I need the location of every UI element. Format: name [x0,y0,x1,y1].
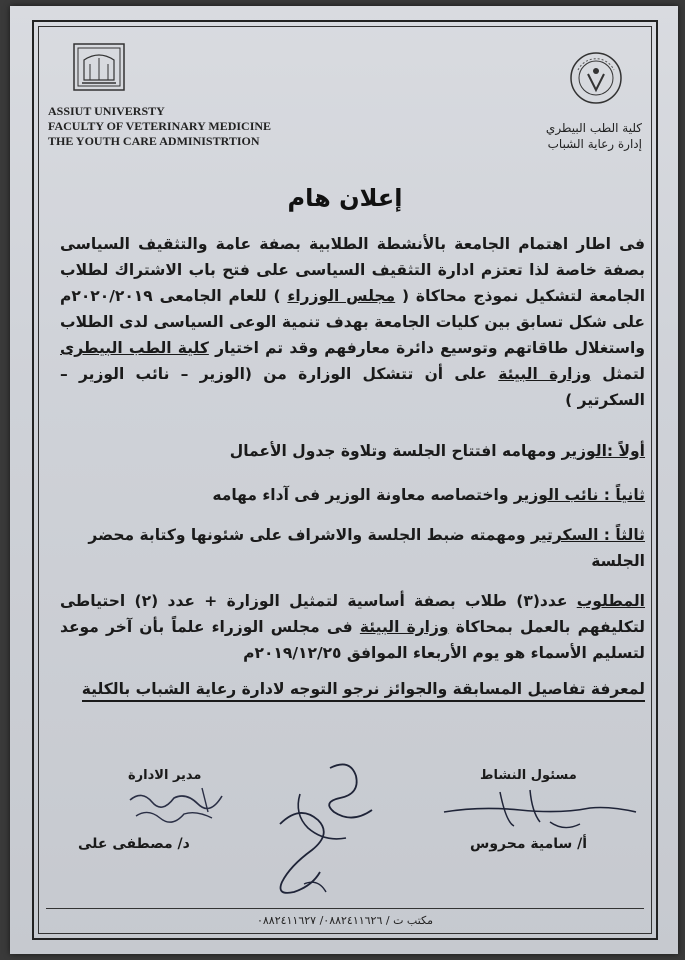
activity-officer-handwritten-signature [440,782,640,838]
arabic-letterhead [470,120,642,152]
list-item [60,482,645,508]
requirement-label: المطلوب [576,592,645,610]
arabic-letterhead-line: كلية الطب البيطري [545,121,642,135]
intro-paragraph [60,231,645,413]
closing-text: لمعرفة تفاصيل المسابقة والجوائز نرجو التوجه لادارة رعاية الشباب بالكلية [82,680,645,702]
faculty-seal-icon [568,50,624,106]
assiut-university-emblem-icon [72,42,126,92]
activity-officer-title: مسئول النشاط [480,768,577,783]
council-name: مجلس الوزراء [287,287,396,305]
ministry-name: وزارة البيئة [498,365,592,383]
ministry-name: وزارة البيئة [359,618,449,636]
requirement-text: فى مجلس الوزراء علماً بأن آخر موعد لتسليم الأسماء هو يوم الأربعاء الموافق ٢٠١٩/١٢/٢٥م [60,618,645,662]
closing-note [60,680,645,698]
list-item [60,438,645,464]
english-letterhead [48,104,338,149]
faculty-name: كلية الطب البيطرى [60,339,209,357]
item-text: ومهمته ضبط الجلسة والاشراف على شئونها وكتابة محضر الجلسة [88,526,645,570]
manager-name: د/ مصطفى على [78,836,190,852]
requirement-paragraph [60,588,645,666]
intro-text: على أن تتشكل الوزارة من (الوزير – نائب الوزير – السكرتير ) [60,365,645,409]
document-page [10,6,678,954]
footer-divider [46,908,644,909]
english-letterhead-line: THE YOUTH CARE ADMINISTRTION [48,134,260,148]
item-label: أولاً :الوزير [561,442,645,460]
handwritten-signature [260,754,390,904]
intro-text: لتمثل [602,365,645,383]
intro-text: ) للعام الجامعى ٢٠٢٠/٢٠١٩م على شكل تسابق بين كليات الجامعة بهدف تنمية الوعى السياسى لدى الطلاب واستغلال طاقاتهم وتوسيع دائرة معارفهم وقد تم اختيار [60,287,645,357]
english-letterhead-line: ASSIUT UNIVERSTY [48,104,165,118]
english-letterhead-line: FACULTY OF VETERINARY MEDICINE [48,119,272,133]
item-text: واختصاصه معاونة الوزير فى آداء مهامه [212,486,509,504]
manager-title: مدير الادارة [128,768,202,783]
item-label: ثانياً : نائب الوزير [513,486,645,504]
activity-officer-name: أ/ سامية محروس [470,836,588,852]
announcement-title: إعلان هام [287,184,403,212]
arabic-letterhead-line: إدارة رعاية الشباب [547,137,642,151]
requirement-text: عدد(٣) طلاب بصفة أساسية لتمثيل الوزارة + عدد (٢) احتياطى لتكليفهم بالعمل بمحاكاة [60,592,645,636]
footer-phone: مكتب ت / ٠٨٨٢٤١١٦٢٦/ ٠٨٨٢٤١١٦٢٧ [256,914,434,927]
item-text: ومهامه افتتاح الجلسة وتلاوة جدول الأعمال [229,442,557,460]
manager-handwritten-signature [122,782,232,832]
item-label: ثالثاً : السكرتير [531,526,645,544]
intro-text: فى اطار اهتمام الجامعة بالأنشطة الطلابية بصفة عامة والتثقيف السياسى بصفة خاصة لذا تعتزم ادارة التثقيف السياسى على فتح باب الاشتراك لطلاب الجامعة لتشكيل نموذج محاكاة ( [60,235,646,305]
list-item [60,522,645,574]
